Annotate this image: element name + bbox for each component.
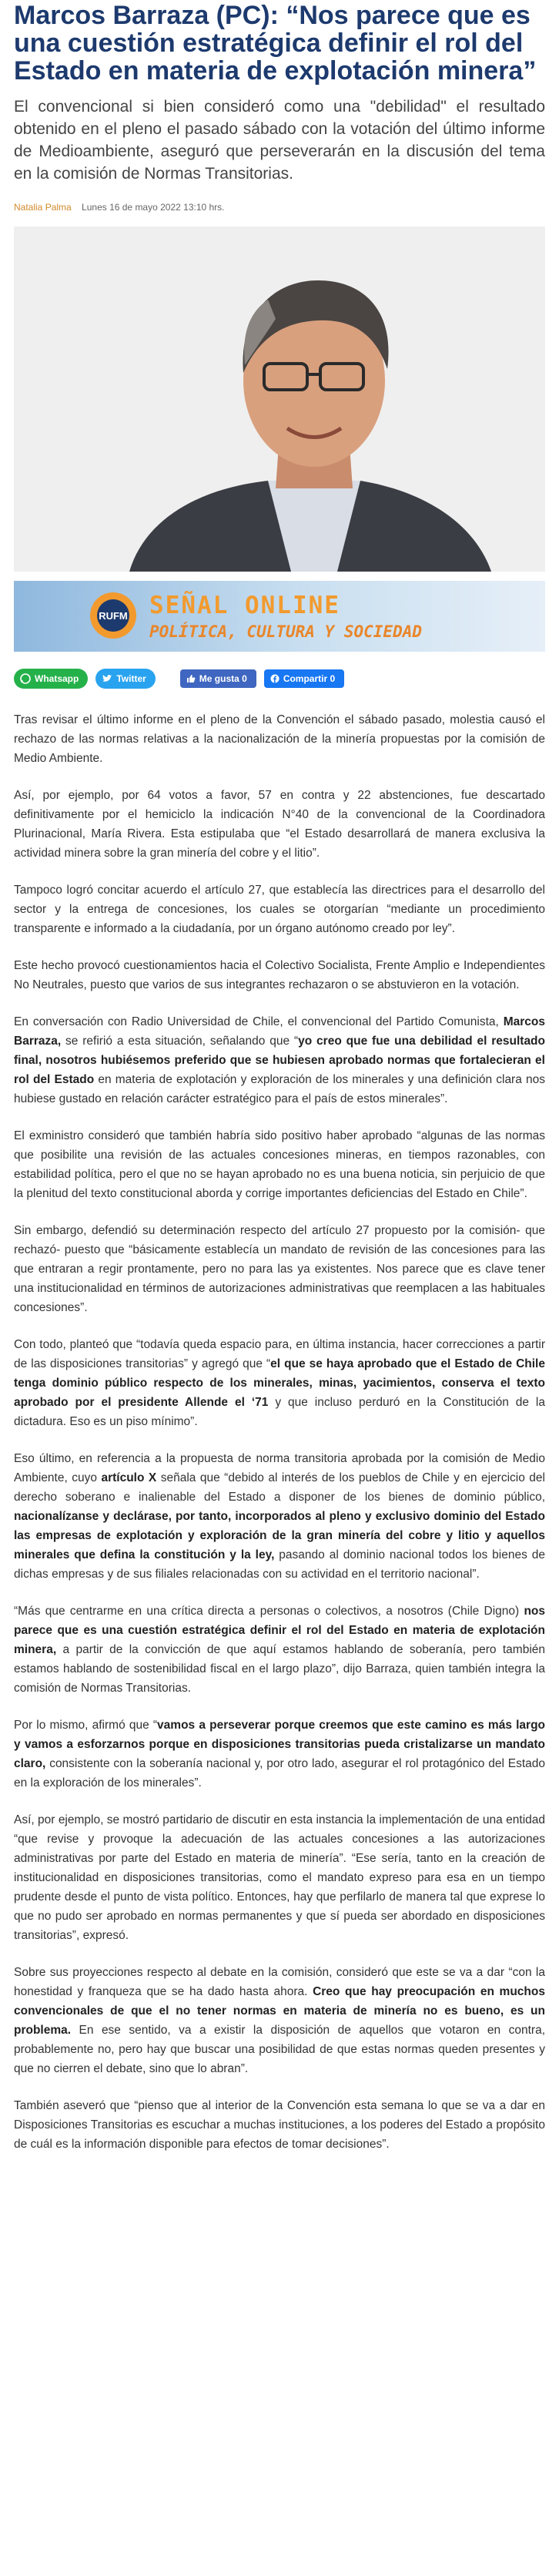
twitter-bird-icon [102,674,112,683]
twitter-label: Twitter [116,673,146,684]
article-lead: El convencional si bien consideró como una "debilidad" el resultado obtenido en el pleno el pasado sábado con la votación del último informe de Medioambiente, aseguró que perseverarán en la discusión del tema en la comisión de Normas Transitorias. [14,98,545,183]
thumbs-up-icon [186,674,196,683]
article-paragraph [14,1221,545,1317]
paragraph-text: También aseveró que “pienso que al interior de la Convención esta semana lo que se va a dar en Disposiciones Transitorias es escuchar a muchas instituciones, a los poderes del Estado a propósito de cuál es la información disponible para efectos de tomar decisiones”. [14,2099,545,2151]
paragraph-text: En ese sentido, va a existir la disposición de aquellos que votaron en contra, probablemente no, pero hay que buscar una posibilidad de que estas normas queden presentes y que no cierren el debate, sino que lo abran”. [14,2024,545,2075]
article-paragraph [14,1335,545,1431]
bold-text: artículo X [101,1471,157,1484]
article-paragraph [14,786,545,863]
paragraph-text: Por lo mismo, afirmó que “ [14,1719,158,1732]
article-paragraph [14,956,545,995]
paragraph-text: Tampoco logró concitar acuerdo el artículo 27, que establecía las directrices para el desarrollo del sector y la entrega de concesiones, los cuales se otorgarían “mediante un procedimiento transparente e informado a la ciudadanía, por un órgano autónomo creado por ley”. [14,884,545,935]
paragraph-text: pasando al dominio nacional todos los bienes de dichas empresas y de sus filiales relacionadas con su actividad en el territorio nacional”. [14,1548,545,1581]
article-paragraph [14,880,545,938]
author-link[interactable]: Natalia Palma [14,202,72,213]
paragraph-text: “Más que centrarme en una crítica directa a personas o colectivos, a nosotros (Chile Digno) [14,1605,524,1618]
twitter-share-button[interactable] [95,669,155,689]
bold-text: nacionalízanse y declárase, por tanto, incorporados al pleno y exclusivo dominio del Estado las empresas de explotación y exploración de la gran minería del cobre y litio y aquellos minerales que defina la constitución y la ley, [14,1510,545,1561]
portrait-image [14,226,545,572]
paragraph-text: El exministro consideró que también habría sido positivo haber aprobado “algunas de las normas que posibilite una revisión de las actuales concesiones mineras, en tiempos razonables, con estabilidad política, pero el que no se hayan aprobado no es una buena noticia, sin perjuicio de que la plenitud del texto constitucional aborda y corrige importantes deficiencias del Estado en Chile”. [14,1129,545,1200]
facebook-share-button[interactable] [264,669,344,688]
radio-logo-icon [88,590,139,641]
banner-subtitle: POLÍTICA, CULTURA Y SOCIEDAD [149,622,423,641]
paragraph-text: Eso último, en referencia a la propuesta de norma transitoria aprobada por la comisión de Medio Ambiente, cuyo [14,1452,545,1484]
article-paragraph [14,1963,545,2078]
bold-text: vamos a perseverar porque creemos que este camino es más largo y vamos a esforzarnos porque en disposiciones transitorias pueda cristalizarse un mandato claro, [14,1719,546,1770]
article-paragraph [14,1126,545,1203]
paragraph-text: En conversación con Radio Universidad de Chile, el convencional del Partido Comunista, [14,1015,504,1028]
whatsapp-share-button[interactable] [14,669,88,689]
paragraph-text: Este hecho provocó cuestionamientos hacia el Colectivo Socialista, Frente Amplio e Independientes No Neutrales, puesto que varios de sus integrantes rechazaron o se abstuvieron en la votación. [14,959,545,991]
article-paragraph [14,1810,545,1945]
article-body [14,710,545,2154]
bold-text: yo creo que fue una debilidad el resultado final, nosotros hubiésemos preferido que se hubiesen aprobado normas que fortalecieran el rol del Estado [14,1035,545,1086]
article-paragraph [14,1449,545,1584]
radio-banner[interactable] [14,581,545,652]
bold-text: el que se haya aprobado que el Estado de Chile tenga dominio público respecto de los minerales, minas, yacimientos, conserva el texto aprobado por el presidente Allende el ‘71 [14,1357,545,1409]
paragraph-text: en materia de explotación y exploración de los minerales y una definición clara nos hubiese gustado en relación carácter estratégico para el país de estos minerales”. [14,1073,545,1105]
paragraph-text: consistente con la soberanía nacional y, por otro lado, asegurar el rol protagónico del Estado en la exploración de los minerales”. [14,1757,545,1789]
banner-title: SEÑAL ONLINE [149,592,340,619]
share-label: Compartir 0 [283,673,336,684]
bold-text: nos parece que es una cuestión estratégica definir el rol del Estado en materia de explotación minera, [14,1605,545,1656]
like-label: Me gusta 0 [199,673,247,684]
article-paragraph [14,1012,545,1109]
byline [14,202,545,213]
article [14,0,545,2172]
paragraph-text: Así, por ejemplo, se mostró partidario de discutir en esta instancia la implementación de una entidad “que revise y provoque la adecuación de las actuales concesiones a las autorizaciones administrativas por parte del Estado en materia de minería”. “Ese sería, tanto en la creación de institucionalidad en disposiciones transitorias, como el mandato expreso para esa en un tiempo prudente desde el punto de vista político. Entonces, hay que perfilarlo de manera tal que exprese lo que no pudo ser aprobado en normas permanentes y que sí pueda ser abordado en disposiciones transitorias”, expresó. [14,1813,545,1942]
paragraph-text: y que incluso perduró en la Constitución de la dictadura. Eso es un piso mínimo”. [14,1396,545,1428]
paragraph-text: Sin embargo, defendió su determinación respecto del artículo 27 propuesto por la comisión- que rechazó- puesto que “básicamente establecía un mandato de revisión de las concesiones para las que entraran a regir prontamente, pero no para las ya existentes. Nos parece que es clave tener una institucionalidad en términos de autorizaciones administrativas que reemplacen a las habituales concesiones”. [14,1224,545,1314]
paragraph-text: se refirió a esta situación, señalando que “ [61,1035,299,1048]
paragraph-text: Tras revisar el último informe en el pleno de la Convención el sábado pasado, molestia causó el rechazo de las normas relativas a la nacionalización de la minería propuestas por la comisión de Medio Ambiente. [14,713,545,765]
article-paragraph [14,710,545,768]
facebook-icon [270,674,280,683]
article-paragraph [14,1716,545,1793]
article-paragraph [14,2096,545,2154]
whatsapp-label: Whatsapp [35,673,79,684]
publish-date: Lunes 16 de mayo 2022 13:10 hrs. [82,202,225,213]
facebook-like-button[interactable] [180,669,256,688]
bold-text: Marcos Barraza, [14,1015,545,1048]
article-photo [14,226,545,572]
whatsapp-icon [20,673,31,684]
article-paragraph [14,1602,545,1698]
svg-text:RUFM: RUFM [99,610,128,622]
paragraph-text: señala que “debido al interés de los pueblos de Chile y en ejercicio del derecho soberano e inalienable del Estado a disponer de los bienes de dominio público, [14,1471,545,1504]
share-bar [14,667,545,690]
paragraph-text: a partir de la convicción de que aquí estamos hablando de soberanía, pero también estamos hablando de sostenibilidad fiscal en el largo plazo”, dijo Barraza, quien también integra la comisión de Normas Transitorias. [14,1643,545,1695]
bold-text: Creo que hay preocupación en muchos convencionales de que el no tener normas en materia de minería no es bueno, es un problema. [14,1985,545,2037]
paragraph-text: Así, por ejemplo, por 64 votos a favor, 57 en contra y 22 abstenciones, fue descartado definitivamente por el hemiciclo la indicación N°40 de la convencional de la Coordinadora Plurinacional, María Rivera. Esta estipulaba que “el Estado desarrollará de manera exclusiva la actividad minera sobre la gran minería del cobre y el litio”. [14,789,545,860]
article-title: Marcos Barraza (PC): “Nos parece que es una cuestión estratégica definir el rol del Estado en materia de explotación minera” [14,1,537,86]
paragraph-text: Con todo, planteó que “todavía queda espacio para, en última instancia, hacer correcciones a partir de las disposiciones transitorias” y agregó que “ [14,1338,545,1370]
paragraph-text: Sobre sus proyecciones respecto al debate en la comisión, consideró que este se va a dar “con la honestidad y franqueza que se ha dado hasta ahora. [14,1966,545,1998]
